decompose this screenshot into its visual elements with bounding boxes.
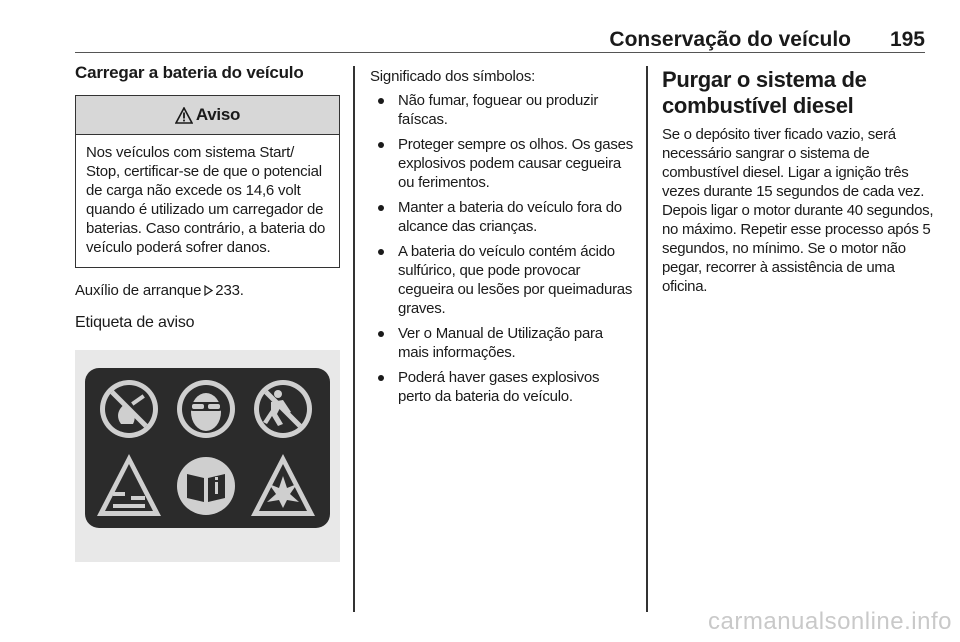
eye-protection-icon <box>177 380 235 438</box>
watermark: carmanualsonline.info <box>708 608 952 635</box>
list-item: Proteger sempre os olhos. Os gases explosivos podem causar cegueira ou ferimentos. <box>370 135 635 192</box>
column-divider <box>646 66 648 612</box>
jump-start-reference <box>75 281 340 300</box>
battery-warning-label-graphic <box>85 368 330 528</box>
diesel-purge-text: Se o depósito tiver ficado vazio, será necessário sangrar o sistema de combustível diesel. Ligar a ignição três vezes durante 15 segundos de cada vez. Depois ligar o motor durante 40 segundos, no máximo. Repetir esse processo após 5 segundos, no mínimo. Se o motor não pegar, recorrer à assistência de uma oficina. <box>662 126 934 295</box>
no-children-icon <box>254 380 312 438</box>
symbols-list <box>370 91 635 406</box>
list-item: A bateria do veículo contém ácido sulfúrico, que pode provocar cegueira ou lesões por queimaduras graves. <box>370 242 635 318</box>
column-2 <box>370 67 635 412</box>
page-header <box>75 18 925 53</box>
list-item: Poderá haver gases explosivos perto da bateria do veículo. <box>370 368 635 406</box>
bullet-dot-icon <box>378 98 384 104</box>
bullet-dot-icon <box>378 375 384 381</box>
warning-header <box>76 96 339 135</box>
label-heading: Etiqueta de aviso <box>75 314 195 331</box>
warning-text: Nos veículos com sistema Start/ Stop, certificar-se de que o potencial de carga não excede os 14,6 volt quando é utilizado um carregador de baterias. Caso contrário, a bateria do veículo poderá sofrer danos. <box>86 144 326 256</box>
page-number: 195 <box>889 28 925 51</box>
read-manual-icon <box>177 457 235 515</box>
page-reference-arrow-icon <box>204 285 213 296</box>
symbols-intro: Significado dos símbolos: <box>370 68 536 85</box>
warning-box <box>75 95 340 268</box>
column-3 <box>662 67 934 296</box>
bullet-dot-icon <box>378 205 384 211</box>
list-item: Ver o Manual de Utilização para mais informações. <box>370 324 635 362</box>
warning-triangle-icon <box>175 107 193 124</box>
jump-start-page: 233. <box>215 282 244 299</box>
bullet-dot-icon <box>378 331 384 337</box>
bullet-dot-icon <box>378 142 384 148</box>
warning-label: Aviso <box>195 105 241 124</box>
list-item: Não fumar, foguear ou produzir faíscas. <box>370 91 635 129</box>
no-fire-icon <box>100 380 158 438</box>
bullet-dot-icon <box>378 249 384 255</box>
jump-start-text: Auxílio de arranque <box>75 282 202 299</box>
section-heading-diesel: Purgar o sistema de combustível diesel <box>662 67 867 118</box>
warning-label-image <box>75 350 340 562</box>
column-1 <box>75 62 340 562</box>
header-title: Conservação do veículo <box>609 28 851 51</box>
column-divider <box>353 66 355 612</box>
section-heading-battery: Carregar a bateria do veículo <box>75 63 304 82</box>
list-item: Manter a bateria do veículo fora do alcance das crianças. <box>370 198 635 236</box>
